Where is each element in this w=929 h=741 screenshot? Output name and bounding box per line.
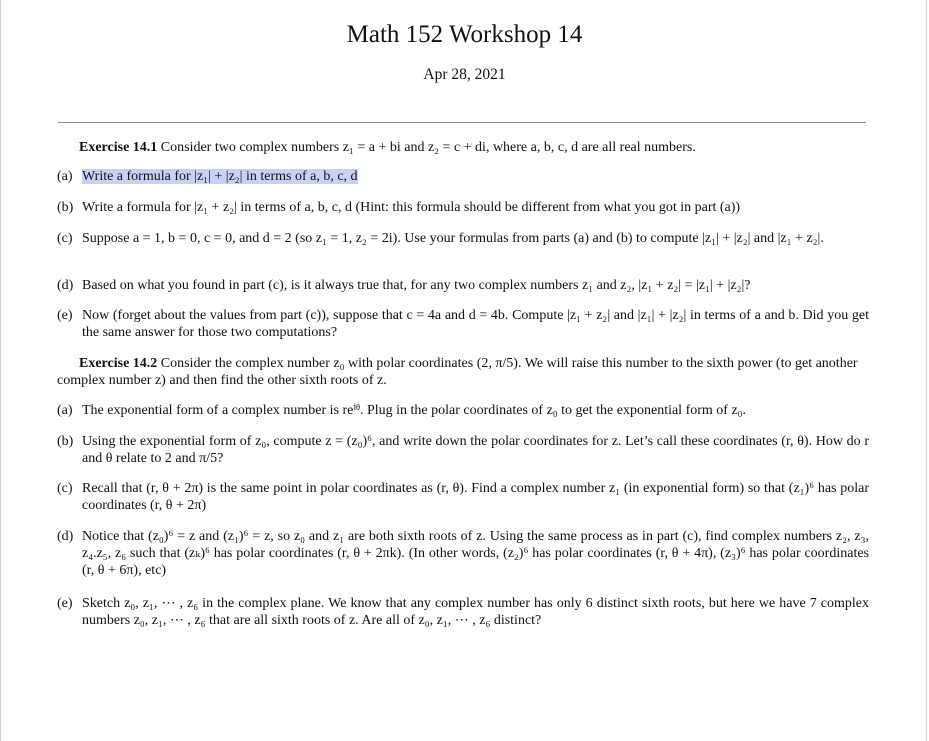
exercise-14-2-heading: Exercise 14.2 bbox=[79, 356, 158, 371]
part-text: Using the exponential form of z₀, compute z = (z₀)⁶, and write down the polar coordinates for z. Let’s call these coordinates (r, θ). How do r and θ relate to 2 and π/5? bbox=[82, 434, 869, 466]
ex2-part-b bbox=[57, 433, 869, 467]
part-text: Now (forget about the values from part (c)), suppose that c = 4a and d = 4b. Compute |z₁ + z₂| and |z₁| + |z₂| in terms of a and b. Did you get the same answer for those two computations? bbox=[82, 308, 869, 340]
ex2-part-e bbox=[57, 595, 869, 629]
ex1-part-d bbox=[57, 277, 869, 294]
ex2-part-a bbox=[57, 402, 869, 419]
part-label: (e) bbox=[57, 308, 73, 323]
page-title: Math 152 Workshop 14 bbox=[346, 21, 583, 48]
part-label: (c) bbox=[57, 231, 73, 246]
part-text: Based on what you found in part (c), is it always true that, for any two complex numbers z₁ and z₂, |z₁ + z₂| = |z₁| + |z₂|? bbox=[82, 278, 751, 293]
part-text: The exponential form of a complex number is reⁱᶿ. Plug in the polar coordinates of z₀ to get the exponential form of z₀. bbox=[82, 403, 747, 418]
part-label: (b) bbox=[57, 434, 74, 449]
part-text: Suppose a = 1, b = 0, c = 0, and d = 2 (so z₁ = 1, z₂ = 2i). Use your formulas from parts (a) and (b) to compute |z₁| + |z₂| and |z₁ + z₂|. bbox=[82, 231, 824, 246]
part-text: Sketch z₀, z₁, ⋯ , z₆ in the complex plane. We know that any complex number has only 6 distinct sixth roots, but here we have 7 complex numbers z₀, z₁, ⋯ , z₆ that are all sixth roots of z. Are all of z₀, z₁, ⋯ , z₆ distinct? bbox=[82, 596, 869, 628]
part-text: Recall that (r, θ + 2π) is the same point in polar coordinates as (r, θ). Find a complex number z₁ (in exponential form) so that (z₁)⁶ has polar coordinates (r, θ + 2π) bbox=[82, 481, 869, 513]
part-label: (d) bbox=[57, 278, 74, 293]
highlighted-text-selection[interactable]: Write a formula for |z₁| + |z₂| in terms of a, b, c, d bbox=[82, 169, 358, 184]
exercise-14-2-text: Consider the complex number z₀ with polar coordinates (2, π/5). We will raise this number to the sixth power (to get another complex number z) and then find the other sixth roots of z. bbox=[57, 356, 858, 388]
exercise-14-1-intro bbox=[57, 139, 869, 156]
part-text: Notice that (z₀)⁶ = z and (z₁)⁶ = z, so z₀ and z₁ are both sixth roots of z. Using the same process as in part (c), find complex numbers z₂, z₃, z₄.z₅, z₆ such that (zₖ)⁶ has polar coordinates (r, θ + 2πk). (In other words, (z₂)⁶ has polar coordinates (r, θ + 4π), (z₃)⁶ has polar coordinates (r, θ + 6π), etc) bbox=[82, 529, 869, 578]
ex1-part-a bbox=[57, 168, 869, 185]
part-text: Write a formula for |z₁ + z₂| in terms of a, b, c, d (Hint: this formula should be different from what you got in part (a)) bbox=[82, 200, 741, 215]
part-label: (c) bbox=[57, 481, 73, 496]
part-label: (a) bbox=[57, 169, 73, 184]
part-label: (e) bbox=[57, 596, 73, 611]
exercise-14-2-intro bbox=[57, 355, 869, 389]
ex1-part-e bbox=[57, 307, 869, 341]
part-label: (b) bbox=[57, 200, 74, 215]
ex2-part-c bbox=[57, 480, 869, 514]
exercise-14-1-text: Consider two complex numbers z₁ = a + bi and z₂ = c + di, where a, b, c, d are all real numbers. bbox=[160, 140, 696, 155]
part-label: (d) bbox=[57, 529, 74, 544]
page-date: Apr 28, 2021 bbox=[423, 66, 506, 83]
ex2-part-d bbox=[57, 528, 869, 579]
ex1-part-c bbox=[57, 230, 869, 247]
part-label: (a) bbox=[57, 403, 73, 418]
title-divider bbox=[58, 122, 866, 123]
ex1-part-b bbox=[57, 199, 869, 216]
exercise-14-1-heading: Exercise 14.1 bbox=[79, 140, 158, 155]
